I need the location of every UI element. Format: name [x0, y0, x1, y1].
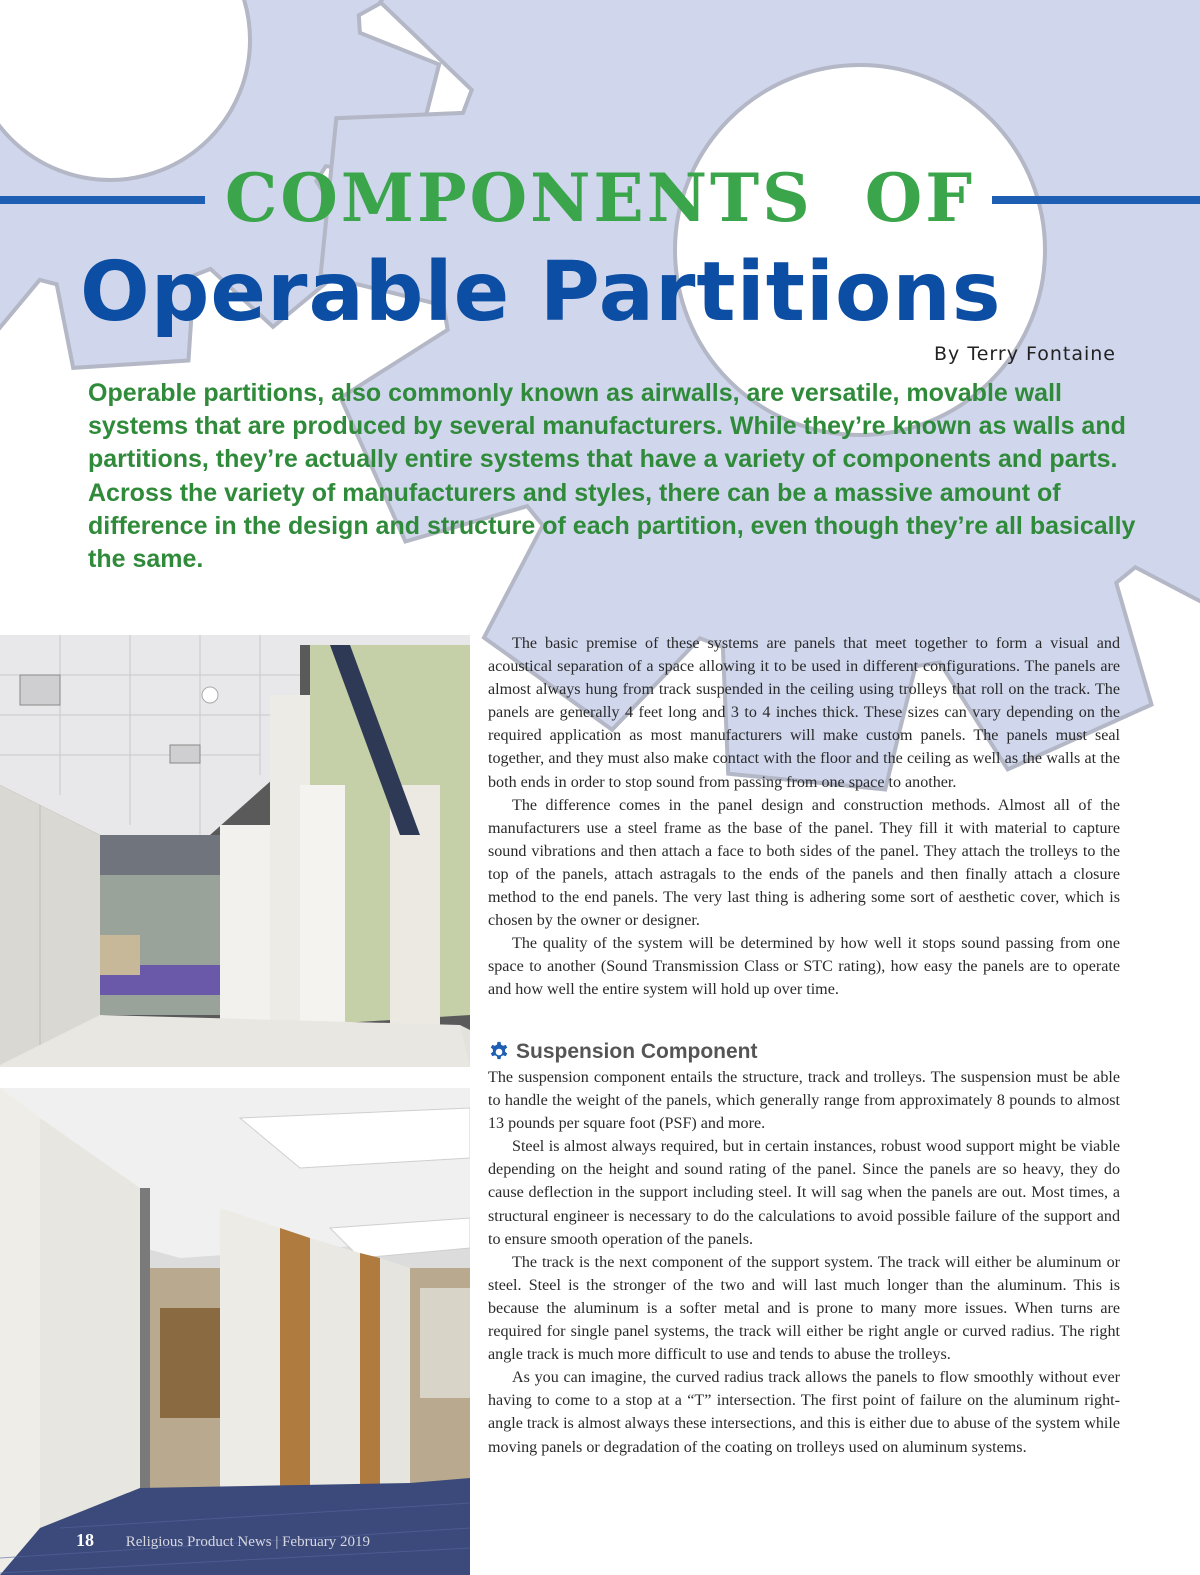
photo-partition-hall [0, 635, 470, 1067]
section-paragraph: The track is the next component of the support system. The track will either be aluminum or steel. Steel is the stronger of the two and will last much longer than the aluminum. This is because the aluminum is a softer metal and is prone to many more issues. When turns are required for single panel systems, the track will either be right angle or curved radius. The right angle track is much more difficult to use and tends to abuse the trolleys. [488, 1253, 1120, 1364]
dek-intro: Operable partitions, also commonly known as airwalls, are versatile, movable wall systems that are produced by several manufacturers. While they’re known as walls and partitions, they’re actually entire systems that have a variety of components and parts. Across the variety of manufacturers and styles, there can be a massive amount of difference in the design and structure of each partition, even though they’re all basically the same. [88, 379, 1136, 574]
section-body [488, 1066, 1120, 1459]
gear-icon [488, 1041, 510, 1063]
publication-name: Religious Product News | February 2019 [125, 1534, 370, 1550]
page-number: 18 [76, 1530, 94, 1550]
byline: By Terry Fontaine [934, 343, 1116, 365]
section-heading-text: Suspension Component [516, 1040, 758, 1063]
section-paragraph: The suspension component entails the structure, track and trolleys. The suspension must be able to handle the weight of the panels, which generally range from approximately 8 pounds to almost 13 pounds per square foot (PSF) and more. [488, 1069, 1120, 1133]
photo-partition-panels [0, 1088, 470, 1575]
intro-paragraph: The basic premise of these systems are panels that meet together to form a visual and acoustical separation of a space allowing it to be used in different configurations. The panels are almost always hung from track suspended in the ceiling using trolleys that roll on the track. The panels are generally 4 feet long and 3 to 4 inches thick. These sizes can vary depending on the required application as most manufacturers will make custom panels. The panels must seal together, and they must also make contact with the floor and the ceiling as well as the walls at the both ends in order to stop sound from passing from one space to another. [488, 635, 1120, 791]
section-paragraph: Steel is almost always required, but in certain instances, robust wood support might be viable depending on the height and sound rating of the panel. Since the panels are so heavy, they do cause deflection in the support including steel. It will sag when the panels are out. Most times, a structural engineer is necessary to do the calculations to avoid possible failure of the support and to ensure smooth operation of the panels. [488, 1138, 1120, 1248]
page-footer [76, 1530, 370, 1552]
intro-body [488, 632, 1120, 1002]
section-paragraph: As you can imagine, the curved radius track allows the panels to flow smoothly without ever having to come to a stop at a “T” intersection. The first point of failure on the aluminum right-angle track is almost always these intersections, and this is either due to abuse of the system while moving panels or degradation of the coating on trolleys used on aluminum systems. [488, 1369, 1120, 1456]
page-title: Operable Partitions [80, 245, 1002, 340]
kicker-title: COMPONENTS OF [224, 159, 976, 237]
intro-paragraph: The quality of the system will be determined by how well it stops sound passing from one space to another (Sound Transmission Class or STC rating), how easy the panels are to operate and how well the entire system will hold up over time. [488, 935, 1120, 999]
intro-paragraph: The difference comes in the panel design and construction methods. Almost all of the manufacturers use a steel frame as the base of the panel. They fill it with material to capture sound vibrations and then attach a face to both sides of the panel. They attach the trolleys to the top of the panels, attach astragals to the ends of the panels and then finally attach a closure method to the end panels. The very last thing is adhering some sort of aesthetic cover, which is chosen by the owner or designer. [488, 796, 1120, 930]
section-heading [488, 1038, 758, 1066]
